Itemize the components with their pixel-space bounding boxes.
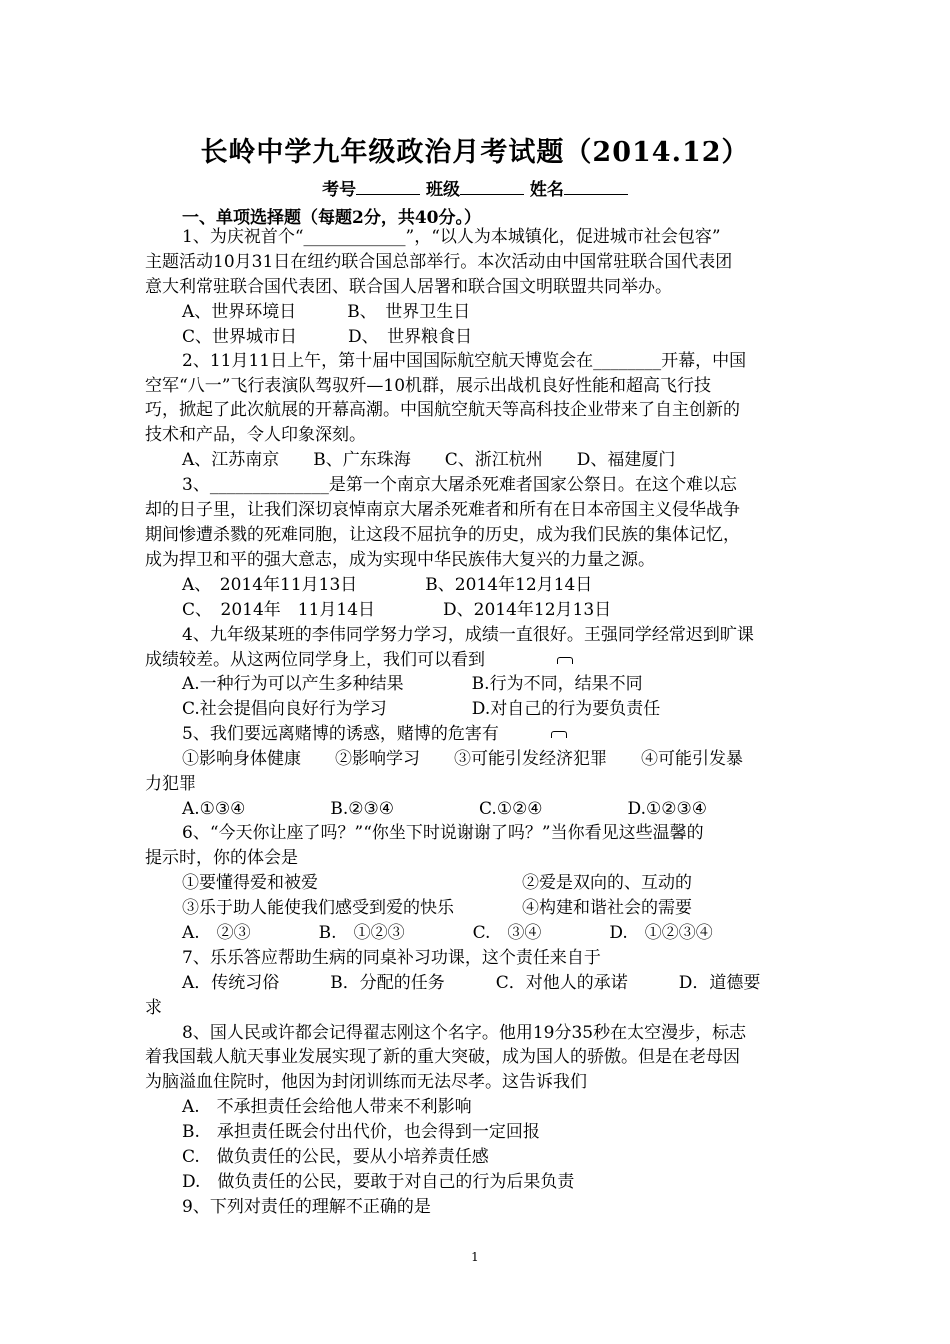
text-line: 8、国人民或许都会记得翟志刚这个名字。他用19分35秒在太空漫步，标志: [182, 1023, 747, 1043]
text-line: D. 做负责任的公民，要敢于对自己的行为后果负责: [182, 1172, 575, 1192]
text-line: ③乐于助人能使我们感受到爱的快乐 ④构建和谐社会的需要: [182, 898, 692, 918]
text-line: [182, 672, 643, 696]
class-label: 班级: [426, 180, 460, 200]
text-line: C、 2014年 11月14日 D、2014年12月13日: [182, 600, 612, 620]
text-line: A. 不承担责任会给他人带来不利影响: [182, 1097, 472, 1117]
answer-bracket-icon: [551, 731, 567, 738]
text-line: 力犯罪: [145, 774, 196, 794]
text-line: 6、“今天你让座了吗？”“你坐下时说谢谢了吗？”当你看见这些温馨的: [182, 823, 704, 843]
text-line: ①要懂得爱和被爱 ②爱是双向的、互动的: [182, 873, 692, 893]
text-line: ①影响身体健康 ②影响学习 ③可能引发经济犯罪 ④可能引发暴: [182, 749, 743, 769]
text-line: 期间惨遭杀戮的死难同胞，让这段不屈抗争的历史，成为我们民族的集体记忆，: [145, 525, 740, 545]
text-line: A．传统习俗 B．分配的任务 C．对他人的承诺 D．道德要: [182, 973, 761, 993]
text-line: [182, 722, 567, 746]
text-line: 2、11月11日上午，第十届中国国际航空航天博览会在________开幕，中国: [182, 351, 747, 371]
text-line: B. 承担责任既会付出代价，也会得到一定回报: [182, 1122, 540, 1142]
text-line: 技术和产品，令人印象深刻。: [145, 425, 366, 445]
text-line: A、 2014年11月13日 B、2014年12月14日: [182, 575, 593, 595]
text-line: 3、______________是第一个南京大屠杀死难者国家公祭日。在这个难以忘: [182, 475, 737, 495]
text-line: A、江苏南京 B、广东珠海 C、浙江杭州 D、福建厦门: [182, 450, 676, 470]
text-line: 为脑溢血住院时，他因为封闭训练而无法尽孝。这告诉我们: [145, 1072, 587, 1092]
text-line: 4、九年级某班的李伟同学努力学习，成绩一直很好。王强同学经常迟到旷课: [182, 625, 754, 645]
text-line: 却的日子里，让我们深切哀悼南京大屠杀死难者和所有在日本帝国主义侵华战争: [145, 500, 740, 520]
text-line: 9、下列对责任的理解不正确的是: [182, 1197, 431, 1217]
text-line: 着我国载人航天事业发展实现了新的重大突破，成为国人的骄傲。但是在老母因: [145, 1047, 740, 1067]
text-line: A.①③④ B.②③④ C.①②④ D.①②③④: [182, 799, 707, 819]
name-blank[interactable]: [564, 180, 628, 195]
text-line-content: A.一种行为可以产生多种结果 B.行为不同，结果不同: [182, 674, 643, 694]
text-line: 空军“八一”飞行表演队驾驭歼—10机群，展示出战机良好性能和超高飞行技: [145, 376, 712, 396]
text-line: 1、为庆祝首个“____________”，“以人为本城镇化，促进城市社会包容”: [182, 227, 721, 247]
text-line: 意大利常驻联合国代表团、联合国人居署和联合国文明联盟共同举办。: [145, 277, 672, 297]
section-heading: 一、单项选择题（每题2分，共40分。）: [182, 208, 481, 228]
exam-title: 长岭中学九年级政治月考试题（2014.12）: [200, 137, 750, 168]
answer-bracket-icon: [557, 657, 573, 664]
text-line: [145, 648, 573, 672]
text-line: C.社会提倡向良好行为学习 D.对自己的行为要负责任: [182, 699, 661, 719]
text-line: 7、乐乐答应帮助生病的同桌补习功课，这个责任来自于: [182, 948, 601, 968]
exam-no-blank[interactable]: [356, 180, 420, 195]
text-line: A、世界环境日 B、 世界卫生日: [182, 302, 471, 322]
name-label: 姓名: [529, 180, 564, 200]
text-line: C. 做负责任的公民，要从小培养责任感: [182, 1147, 489, 1167]
text-line: 成为捍卫和平的强大意志，成为实现中华民族伟大复兴的力量之源。: [145, 550, 655, 570]
text-line: C、世界城市日 D、 世界粮食日: [182, 327, 473, 347]
text-line: 提示时，你的体会是: [145, 848, 298, 868]
text-line-content: 成绩较差。从这两位同学身上，我们可以看到: [145, 650, 485, 670]
student-info: [0, 175, 950, 200]
text-line-content: 5、我们要远离赌博的诱惑，赌博的危害有: [182, 724, 499, 744]
text-line: A. ②③ B. ①②③ C. ③④ D. ①②③④: [182, 923, 713, 943]
page-number: 1: [471, 1250, 479, 1264]
text-line: 巧，掀起了此次航展的开幕高潮。中国航空航天等高科技企业带来了自主创新的: [145, 400, 740, 420]
class-blank[interactable]: [460, 180, 524, 195]
text-line: 求: [145, 998, 162, 1018]
exam-no-label: 考号: [322, 180, 357, 200]
text-line: 主题活动10月31日在纽约联合国总部举行。本次活动由中国常驻联合国代表团: [145, 252, 733, 272]
